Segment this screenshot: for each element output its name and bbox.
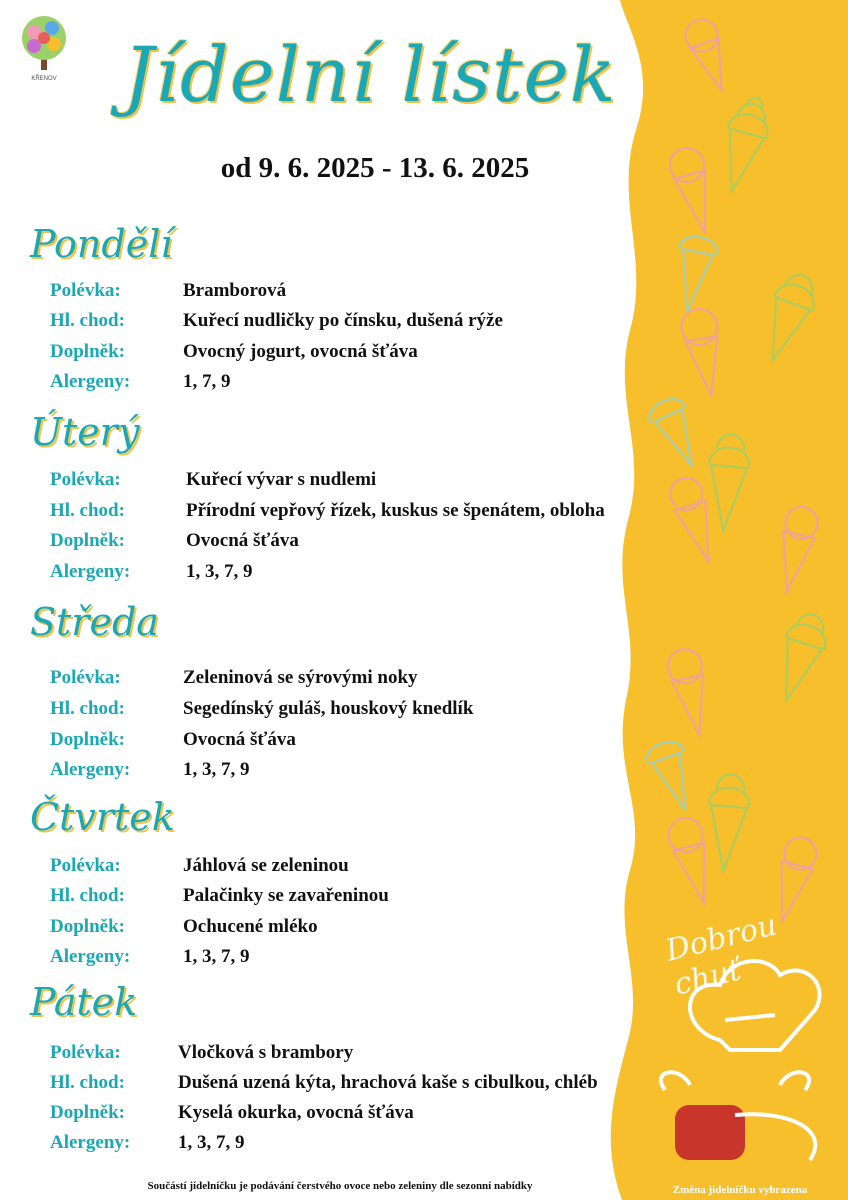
- menu-row: [0, 1102, 700, 1132]
- menu-row: [0, 698, 700, 728]
- soup-label: Polévka:: [50, 469, 121, 490]
- allergens-label: Alergeny:: [50, 371, 131, 392]
- menu-row: [0, 667, 700, 697]
- side-label: Doplněk:: [50, 341, 125, 362]
- allergens-label: Alergeny:: [50, 561, 131, 582]
- allergens-label: Alergeny:: [50, 946, 131, 967]
- soup-label: Polévka:: [50, 667, 121, 688]
- day-heading-wednesday: Středa: [30, 600, 159, 644]
- side-label: Doplněk:: [50, 530, 125, 551]
- menu-row: [0, 561, 700, 591]
- allergens-value: 1, 3, 7, 9: [183, 759, 250, 780]
- soup-label: Polévka:: [50, 280, 121, 301]
- main-value: Palačinky se zavařeninou: [183, 885, 389, 906]
- change-notice: Změna jídelníčku vyhrazena: [672, 1184, 808, 1196]
- side-label: Doplněk:: [50, 1102, 125, 1123]
- main-value: Dušená uzená kýta, hrachová kaše s cibulkou, chléb: [178, 1072, 598, 1093]
- menu-row: [0, 500, 700, 530]
- page-title: Jídelní lístek: [123, 30, 617, 119]
- soup-value: Jáhlová se zeleninou: [183, 855, 349, 876]
- allergens-label: Alergeny:: [50, 759, 131, 780]
- side-label: Doplněk:: [50, 729, 125, 750]
- menu-row: [0, 341, 700, 371]
- menu-row: [0, 280, 700, 310]
- allergens-value: 1, 3, 7, 9: [183, 946, 250, 967]
- footer-note: Součástí jídelníčku je podávání čerstvého ovoce nebo zeleniny dle sezonní nabídky: [147, 1180, 533, 1192]
- soup-value: Vločková s brambory: [178, 1042, 354, 1063]
- day-heading-friday: Pátek: [30, 980, 138, 1024]
- day-heading-monday: Pondělí: [30, 222, 173, 266]
- side-value: Ochucené mléko: [183, 916, 318, 937]
- menu-row: [0, 1072, 700, 1102]
- main-label: Hl. chod:: [50, 1072, 125, 1093]
- main-label: Hl. chod:: [50, 885, 125, 906]
- menu-row: [0, 1132, 700, 1162]
- side-value: Ovocný jogurt, ovocná šťáva: [183, 341, 418, 362]
- side-value: Ovocná šťáva: [186, 530, 299, 551]
- school-logo: [14, 14, 74, 76]
- greeting-text: Dobrou chuť: [662, 907, 781, 1003]
- soup-value: Bramborová: [183, 280, 287, 301]
- main-value: Kuřecí nudličky po čínsku, dušená rýže: [183, 310, 503, 331]
- side-value: Ovocná šťáva: [183, 729, 296, 750]
- allergens-value: 1, 3, 7, 9: [186, 561, 253, 582]
- menu-row: [0, 310, 700, 340]
- menu-row: [0, 1042, 700, 1072]
- allergens-label: Alergeny:: [50, 1132, 131, 1153]
- side-value: Kyselá okurka, ovocná šťáva: [178, 1102, 414, 1123]
- date-range: od 9. 6. 2025 - 13. 6. 2025: [220, 152, 530, 184]
- allergens-value: 1, 3, 7, 9: [178, 1132, 245, 1153]
- main-value: Segedínský guláš, houskový knedlík: [183, 698, 474, 719]
- menu-row: [0, 946, 700, 976]
- soup-value: Kuřecí vývar s nudlemi: [186, 469, 377, 490]
- side-label: Doplněk:: [50, 916, 125, 937]
- main-value: Přírodní vepřový řízek, kuskus se špenátem, obloha: [186, 500, 605, 521]
- soup-value: Zeleninová se sýrovými noky: [183, 667, 418, 688]
- menu-row: [0, 729, 700, 759]
- soup-label: Polévka:: [50, 855, 121, 876]
- menu-row: [0, 855, 700, 885]
- menu-row: [0, 530, 700, 560]
- menu-row: [0, 916, 700, 946]
- main-label: Hl. chod:: [50, 500, 125, 521]
- menu-row: [0, 759, 700, 789]
- menu-row: [0, 885, 700, 915]
- day-heading-tuesday: Úterý: [30, 410, 140, 454]
- soup-label: Polévka:: [50, 1042, 121, 1063]
- main-label: Hl. chod:: [50, 310, 125, 331]
- logo-caption: KŘENOV: [31, 76, 57, 82]
- main-label: Hl. chod:: [50, 698, 125, 719]
- menu-row: [0, 371, 700, 401]
- day-heading-thursday: Čtvrtek: [30, 795, 175, 839]
- allergens-value: 1, 7, 9: [183, 371, 231, 392]
- menu-row: [0, 469, 700, 499]
